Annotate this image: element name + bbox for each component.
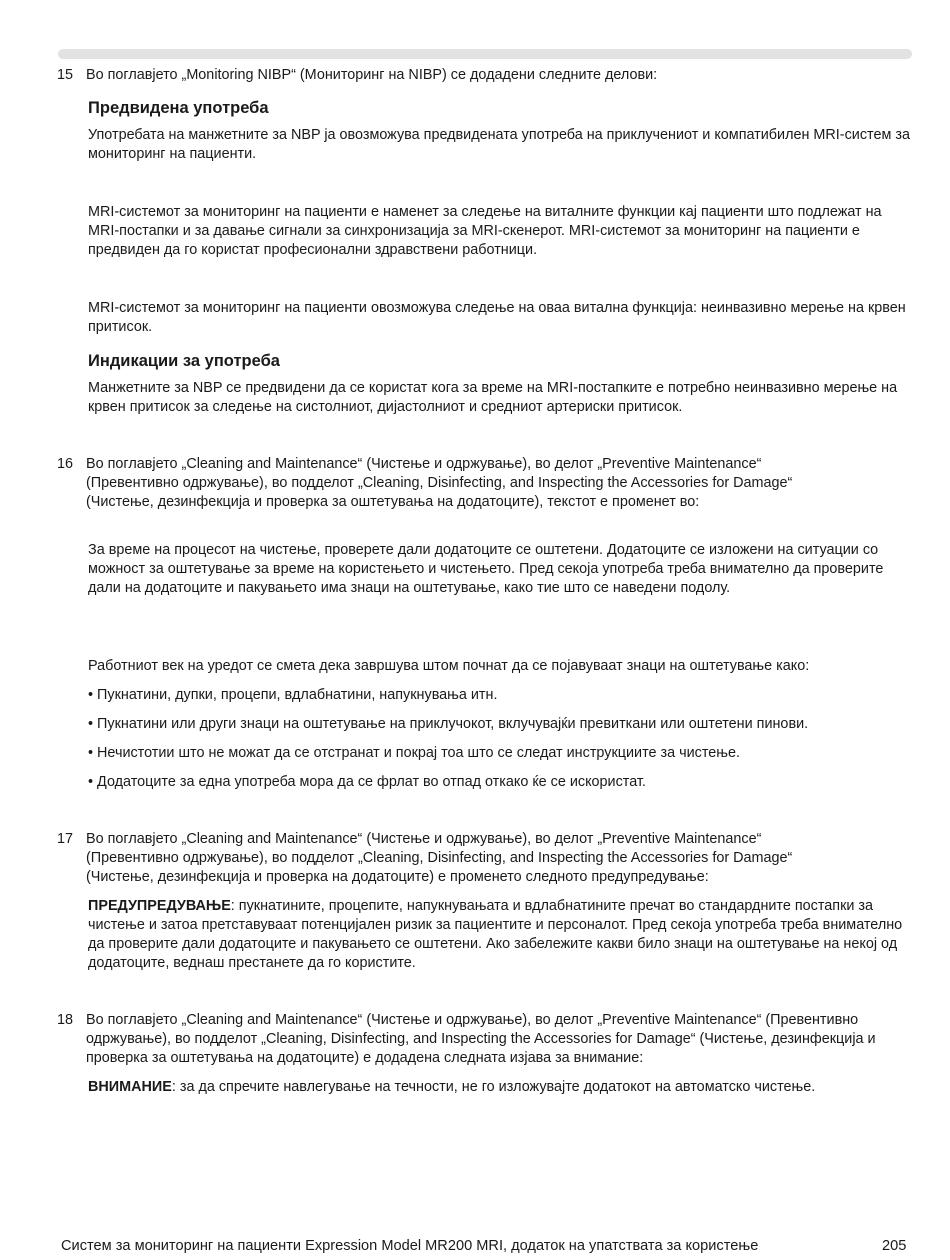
footer-title: Систем за мониторинг на пациенти Expression Model MR200 MRI, додаток на упатствата за користење xyxy=(61,1238,759,1254)
paragraph: Работниот век на уредот се смета дека завршува штом почнат да се појавуваат знаци на оштетување како: xyxy=(88,658,810,674)
warning-paragraph xyxy=(88,897,914,973)
list-item: • Нечистотии што не можат да се отстранат и покрај тоа што се следат инструкциите за чистење. xyxy=(88,745,740,761)
caution-paragraph xyxy=(88,1078,914,1097)
section-heading-intended-use: Предвидена употреба xyxy=(88,99,269,117)
paragraph: MRI-системот за мониторинг на пациенти е наменет за следење на виталните функции кај пациенти што подлежат на MRI-постапки и за давање сигнали за синхронизација за MRI-скенерот. MRI-системот за мониторинг на пациенти е предвиден да го користат професионални здравствени работници. xyxy=(88,204,882,258)
warning-text: : пукнатините, процепите, напукнувањата и вдлабнатините пречат во стандардните постапки за чистење и затоа претставуваат потенцијален ризик за пациентите и персоналот. Пред секоја употреба треба внимателно да проверите дали додатоците и пакувањето се оштетени. Ако забележите какви било знаци на оштетување на некој од додатоците, веднаш престанете да го користите. xyxy=(88,898,903,971)
caution-text: : за да спречите навлегување на течности, не го изложувајте додатокот на автоматско чистење. xyxy=(171,1079,816,1095)
caution-label: ВНИМАНИЕ xyxy=(88,1079,172,1095)
list-item: • Пукнатини, дупки, процепи, вдлабнатини, напукнувања итн. xyxy=(88,687,498,703)
paragraph: Употребата на манжетните за NBP ја овозможува предвидената употреба на приклучениот и компатибилен MRI-систем за мониторинг на пациенти. xyxy=(88,127,910,162)
item-intro: Во поглавјето „Cleaning and Maintenance“ (Чистење и одржување), во делот „Preventive Maintenance“ (Превентивно одржување), во подделот „Cleaning, Disinfecting, and Inspecting the Accessories for Damage“ (Чистење, дезинфекција и проверка за оштетувања на додатоците) е додадена следната изјава за внимание: xyxy=(86,1012,876,1066)
paragraph: Манжетните за NBP се предвидени да се користат кога за време на MRI-постапките е потребно неинвазивно мерење на крвен притисок за следење на систолниот, дијастолниот и средниот артериски притисок. xyxy=(88,380,898,415)
paragraph: За време на процесот на чистење, проверете дали додатоците се оштетени. Додатоците се изложени на ситуации со можност за оштетување за време на користењето и чистењето. Пред секоја употреба треба внимателно да проверите дали на додатоците и пакувањето има знаци на оштетување, како тие што се наведени подолу. xyxy=(88,542,884,596)
item-number: 17 xyxy=(57,831,74,847)
page-number: 205 xyxy=(882,1238,907,1254)
list-item: • Додатоците за една употреба мора да се фрлат во отпад откако ќе се искористат. xyxy=(88,774,646,790)
paragraph: MRI-системот за мониторинг на пациенти овозможува следење на оваа витална функција: неинвазивно мерење на крвен притисок. xyxy=(88,300,906,335)
item-number: 15 xyxy=(57,67,74,83)
warning-label: ПРЕДУПРЕДУВАЊЕ xyxy=(88,898,231,914)
item-number: 18 xyxy=(57,1012,74,1028)
list-item: • Пукнатини или други знаци на оштетување на приклучокот, вклучувајќи превиткани или оштетени пинови. xyxy=(88,716,809,732)
item-intro: Во поглавјето „Cleaning and Maintenance“ (Чистење и одржување), во делот „Preventive Maintenance“ (Превентивно одржување), во подделот „Cleaning, Disinfecting, and Inspecting the Accessories for Damage“ (Чистење, дезинфекција и проверка за оштетувања на додатоците), текстот е променет во: xyxy=(86,456,793,510)
top-rule-bar xyxy=(58,49,912,59)
item-intro: Во поглавјето „Cleaning and Maintenance“ (Чистење и одржување), во делот „Preventive Maintenance“ (Превентивно одржување), во подделот „Cleaning, Disinfecting, and Inspecting the Accessories for Damage“ (Чистење, дезинфекција и проверка на додатоците) е променето следното предупредување: xyxy=(86,831,793,885)
section-heading-indications: Индикации за употреба xyxy=(88,352,280,370)
item-number: 16 xyxy=(57,456,74,472)
item-intro: Во поглавјето „Monitoring NIBP“ (Мониторинг на NIBP) се додадени следните делови: xyxy=(86,67,658,83)
